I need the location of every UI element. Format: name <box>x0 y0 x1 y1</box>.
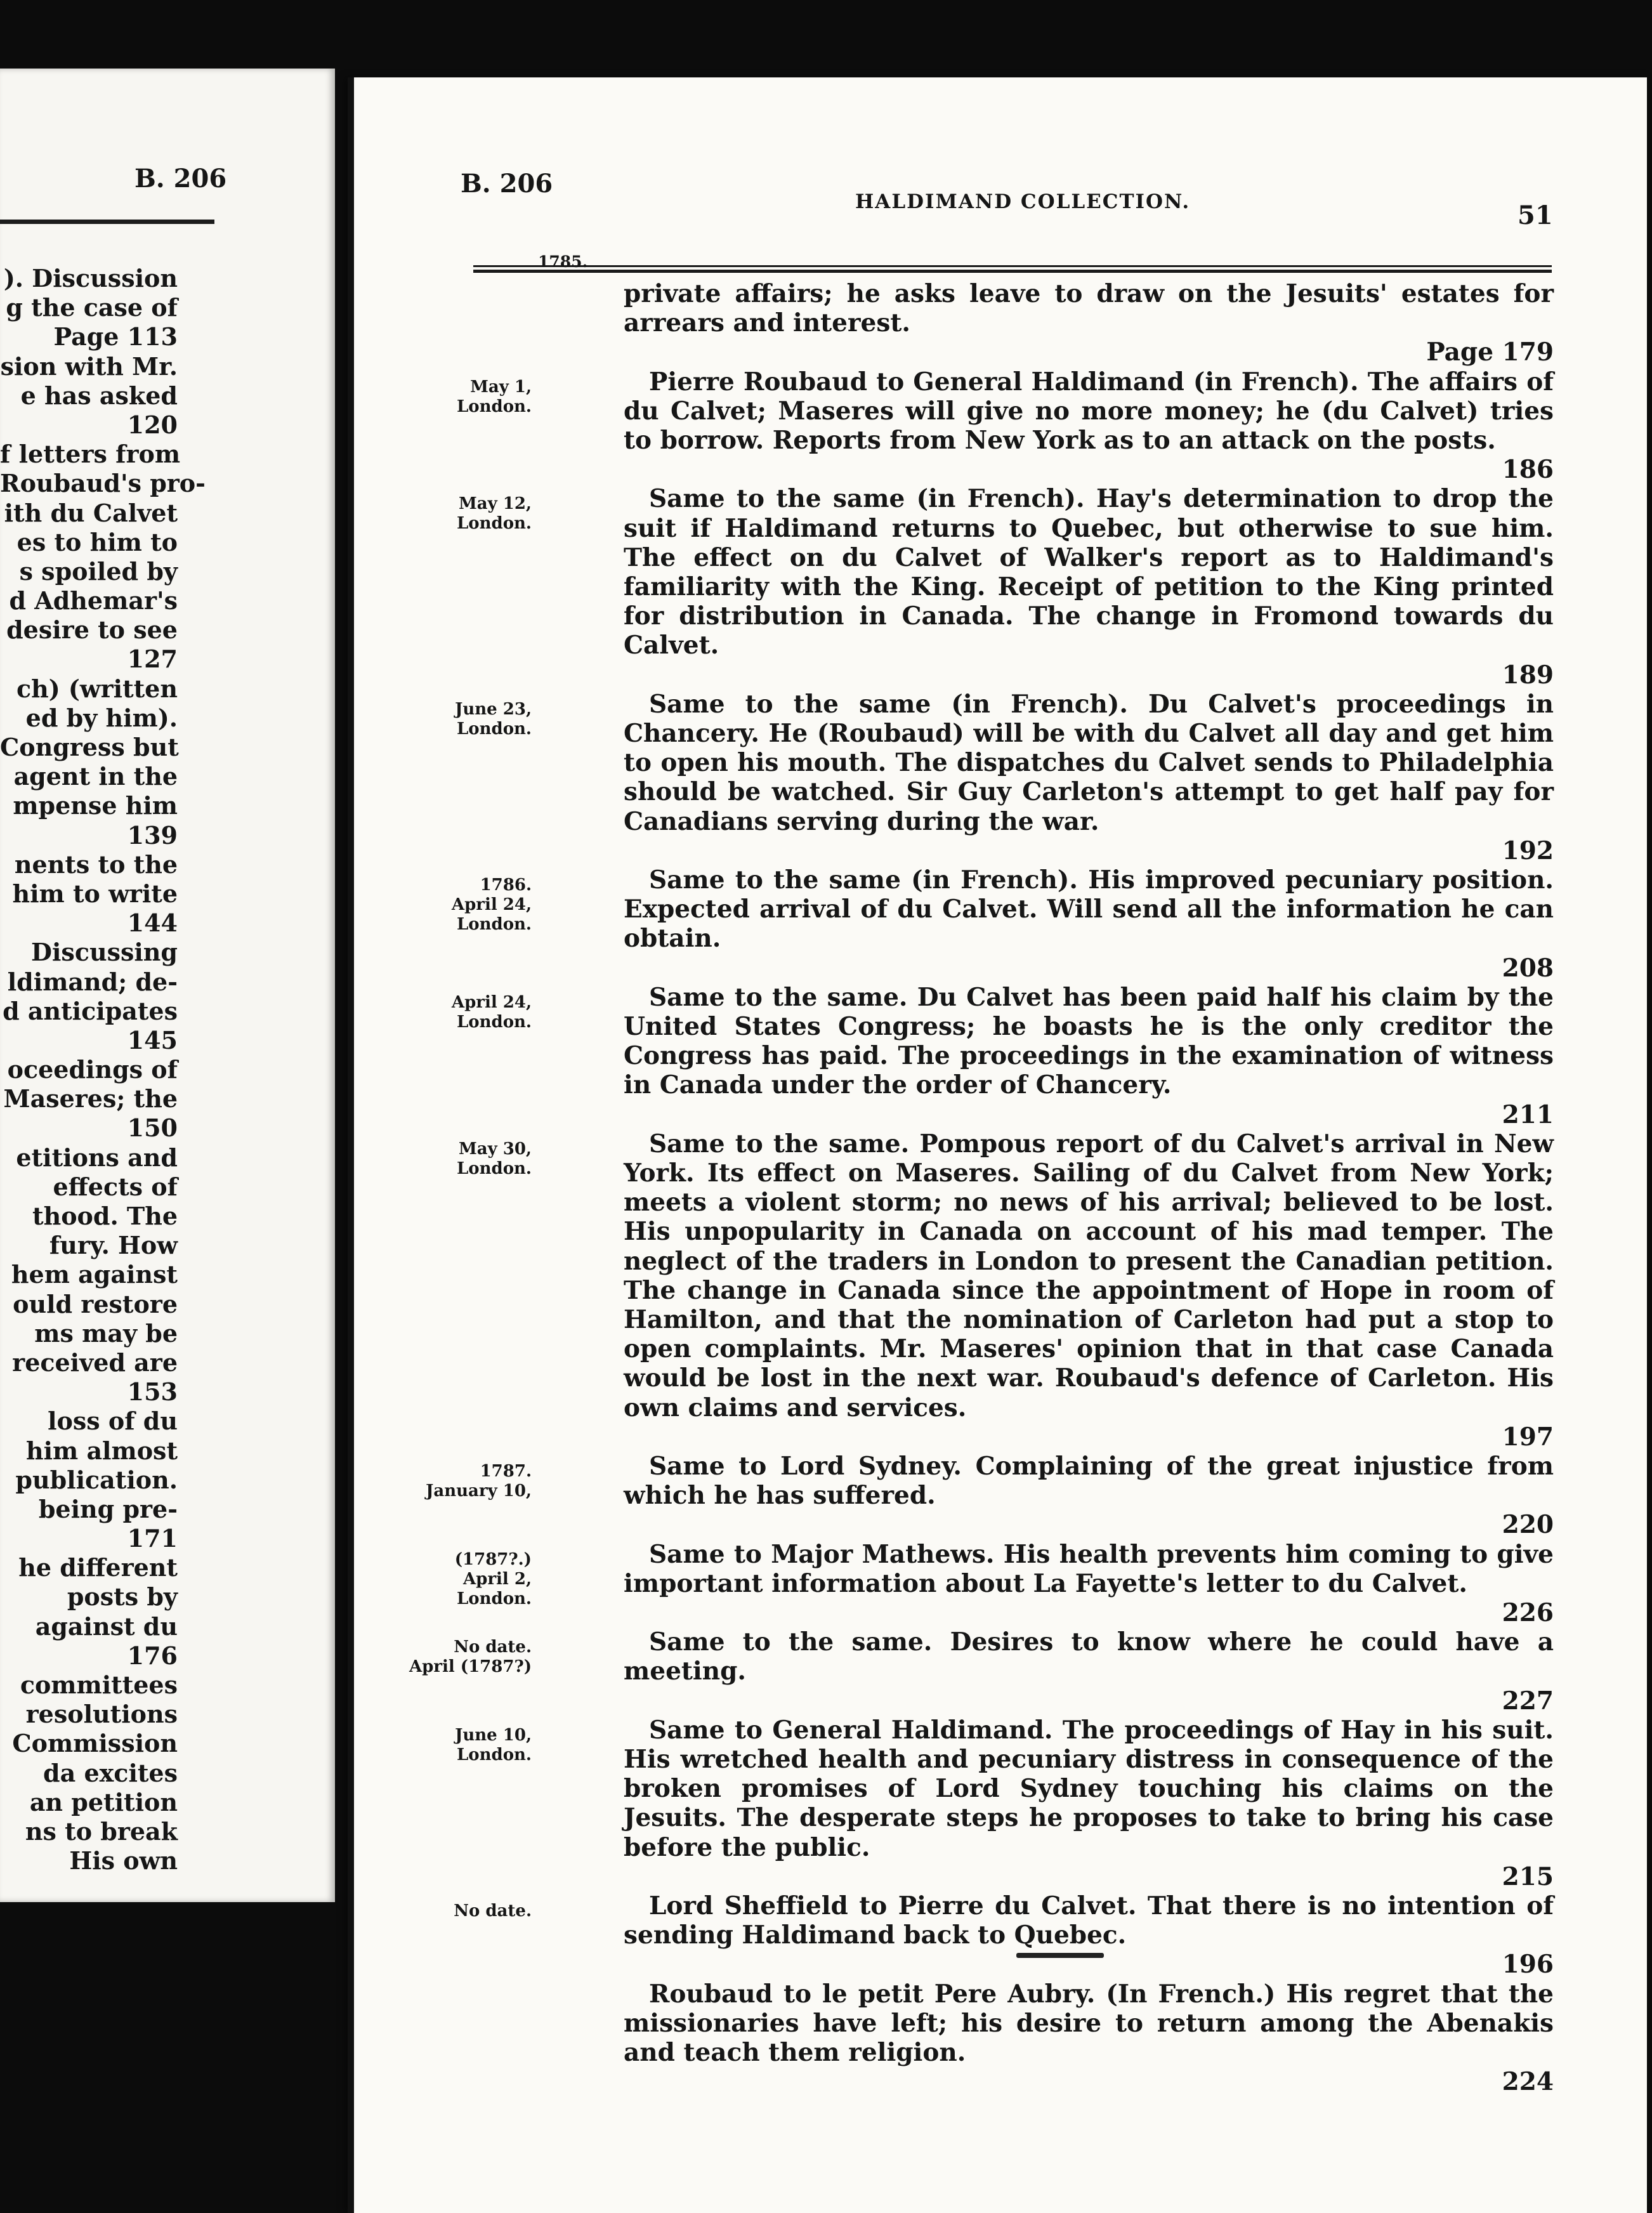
entry-summary: Same to Major Mathews. His health prevents him coming to give important information about La Fayette's letter to du Calvet. <box>624 1539 1554 1598</box>
calendar-entry <box>624 1980 1554 2097</box>
previous-page-line: ldimand; de- <box>7 967 178 996</box>
page-reference: 189 <box>1502 660 1554 690</box>
date-place-line: London. <box>456 1745 532 1764</box>
date-place-note <box>370 1550 532 1609</box>
entry-summary: Same to the same (in French). Hay's determination to drop the suit if Haldimand returns to Quebec, but otherwise to sue him. The effect on du Calvet of Walker's report as to Haldimand's familiarity with the King. Receipt of petition to the King printed for distribution in Canada. The change in Fromond towards du Calvet. <box>624 484 1554 660</box>
volume-reference: B. 206 <box>461 169 553 199</box>
entry-summary: Same to the same. Pompous report of du Calvet's arrival in New York. Its effect on Maseres. Sailing of du Calvet from New York; meets a violent storm; no news of his arrival; believed to be lost. His unpopularity in Canada on account of his mad temper. The neglect of the traders in London to present the Canadian petition. The change in Canada since the appointment of Hope in room of Hamilton, and that the nomination of Carleton had put a stop to open complaints. Mr. Maseres' opinion that in that case Canada would be lost in the next war. Roubaud's defence of Carleton. His own claims and services. <box>624 1129 1554 1422</box>
page <box>348 77 1647 2213</box>
previous-page-line: 153 <box>127 1377 178 1407</box>
date-place-note <box>370 1462 532 1501</box>
date-place-line: 1787. <box>480 1462 532 1481</box>
previous-page-line: oceedings of <box>7 1055 178 1084</box>
previous-page-header: B. 206 <box>134 164 227 194</box>
date-place-line: (1787?.) <box>454 1549 532 1569</box>
date-place-note <box>370 1139 532 1179</box>
page-reference: 220 <box>1502 1510 1554 1540</box>
year-label: 1785. <box>538 253 588 271</box>
date-place-line: April 2, <box>463 1569 532 1589</box>
date-place-line: London. <box>456 1589 532 1608</box>
previous-page-line: Discussing <box>31 938 178 967</box>
previous-page-line: etitions and <box>16 1143 178 1172</box>
previous-page-line: publication. <box>15 1465 178 1494</box>
previous-page-line: thood. The <box>32 1202 178 1230</box>
previous-page-line: ). Discussion <box>3 264 178 292</box>
date-place-line: 1786. <box>480 876 532 895</box>
previous-page-line: 150 <box>127 1113 178 1143</box>
date-place-note <box>370 1901 532 1921</box>
previous-page-line: Page 113 <box>53 322 178 351</box>
date-place-line: May 30, <box>458 1139 532 1159</box>
date-place-line: No date. <box>454 1638 532 1657</box>
previous-page-line: s spoiled by <box>19 556 178 586</box>
previous-page-line: 127 <box>127 645 178 674</box>
previous-page-line: him to write <box>12 879 178 908</box>
entry-summary: private affairs; he asks leave to draw on the Jesuits' estates for arrears and interest. <box>624 279 1554 338</box>
previous-page-line: him almost <box>25 1436 178 1465</box>
previous-page-line: agent in the <box>13 762 178 791</box>
date-place-note <box>370 700 532 739</box>
page-reference: Page 179 <box>1426 338 1554 367</box>
previous-page-line: an petition <box>29 1787 178 1816</box>
previous-page-line: desire to see <box>6 615 178 645</box>
previous-page-line: Maseres; the <box>3 1084 178 1113</box>
previous-page-line: posts by <box>67 1582 178 1612</box>
calendar-entry <box>456 484 1554 690</box>
date-place-line: London. <box>456 514 532 534</box>
previous-page-line: Roubaud's pro- <box>0 469 206 498</box>
calendar-entry <box>455 1715 1554 1891</box>
date-place-note <box>370 378 532 417</box>
calendar-entry <box>426 1452 1554 1540</box>
calendar-entry <box>454 1891 1554 1980</box>
page-reference: 224 <box>1502 2067 1554 2097</box>
previous-page-line: Congress but <box>0 733 179 761</box>
previous-page-line: 144 <box>127 909 178 938</box>
page-reference: 227 <box>1502 1686 1554 1716</box>
previous-page <box>0 69 335 1902</box>
previous-page-line: sion with Mr. <box>0 351 178 381</box>
previous-page-line: da excites <box>43 1758 178 1787</box>
entry-summary: Same to the same (in French). Du Calvet's proceedings in Chancery. He (Roubaud) will be with du Calvet all day and get him to open his mouth. The dispatches du Calvet sends to Philadelphia should be watched. Sir Guy Carleton's attempt to get half pay for Canadians serving during the war. <box>624 689 1554 836</box>
previous-page-line: His own <box>69 1846 178 1875</box>
date-place-note <box>370 876 532 935</box>
previous-page-line: es to him to <box>16 527 178 556</box>
page-number: 51 <box>1518 200 1553 230</box>
previous-page-line: 145 <box>127 1025 178 1054</box>
date-place-line: April 24, <box>451 895 532 914</box>
previous-page-line: being pre- <box>38 1494 178 1523</box>
date-place-line: London. <box>456 1012 532 1032</box>
date-place-line: June 23, <box>455 699 532 719</box>
previous-page-line: nents to the <box>14 850 178 879</box>
previous-page-line: mpense him <box>13 791 178 820</box>
date-place-note <box>370 993 532 1032</box>
previous-page-line: ms may be <box>34 1318 178 1348</box>
calendar-entry <box>456 367 1554 485</box>
previous-page-line: Commission <box>12 1729 178 1758</box>
previous-page-line: ns to break <box>25 1816 178 1846</box>
calendar-entry <box>409 1627 1554 1716</box>
entry-summary: Same to General Haldimand. The proceedings of Hay in his suit. His wretched health and pecuniary distress in consequence of the broken promises of Lord Sydney touching his claims on the Jesuits. The desperate steps he proposes to take to bring his case before the public. <box>624 1715 1554 1862</box>
date-place-note <box>370 1726 532 1765</box>
entry-summary: Same to the same. Du Calvet has been paid half his claim by the United States Congress; he boasts he is the only creditor the Congress has paid. The proceedings in the examination of witness in Canada under the order of Chancery. <box>624 982 1554 1100</box>
date-place-note <box>370 494 532 534</box>
previous-page-rule <box>0 220 214 224</box>
page-reference: 208 <box>1502 953 1554 983</box>
date-place-line: June 10, <box>455 1725 532 1745</box>
date-place-line: London. <box>456 719 532 739</box>
previous-page-line: loss of du <box>48 1407 178 1436</box>
date-place-line: May 12, <box>458 494 532 514</box>
previous-page-line: he different <box>18 1553 178 1582</box>
page-reference: 186 <box>1502 455 1554 485</box>
previous-page-line: 120 <box>127 410 178 439</box>
previous-page-line: ould restore <box>13 1289 178 1318</box>
page-reference: 192 <box>1502 836 1554 865</box>
page-reference: 226 <box>1502 1598 1554 1628</box>
calendar-entry <box>451 982 1554 1129</box>
page-reference: 211 <box>1502 1100 1554 1129</box>
previous-page-line: 171 <box>127 1524 178 1553</box>
date-place-line: April (1787?) <box>409 1657 532 1677</box>
page-reference: 197 <box>1502 1422 1554 1452</box>
previous-page-line: ed by him). <box>25 703 178 732</box>
previous-page-line: f letters from <box>0 440 181 469</box>
date-place-line: May 1, <box>470 377 532 397</box>
previous-page-text <box>0 264 206 1875</box>
previous-page-line: d anticipates <box>3 996 178 1025</box>
date-place-line: No date. <box>454 1901 532 1921</box>
entry-summary: Pierre Roubaud to General Haldimand (in French). The affairs of du Calvet; Maseres will give no more money; he (du Calvet) tries to borrow. Reports from New York as to an attack on the posts. <box>624 367 1554 455</box>
previous-page-line: fury. How <box>49 1231 178 1260</box>
date-place-line: London. <box>456 1159 532 1178</box>
header-rule <box>473 265 1552 273</box>
previous-page-line: ch) (written <box>16 674 178 703</box>
date-place-line: London. <box>456 915 532 934</box>
previous-page-line: hem against <box>11 1260 178 1289</box>
entry-summary: Same to the same (in French). His improved pecuniary position. Expected arrival of du Calvet. Will send all the information he can obtain. <box>624 865 1554 954</box>
previous-page-line: 176 <box>127 1641 178 1670</box>
page-reference: 215 <box>1502 1862 1554 1891</box>
entry-summary: Lord Sheffield to Pierre du Calvet. That there is no intention of sending Haldimand back to Quebec. <box>624 1891 1554 1950</box>
end-rule <box>1016 1953 1104 1958</box>
previous-page-line: received are <box>12 1348 178 1377</box>
previous-page-line: resolutions <box>25 1700 178 1729</box>
date-place-line: London. <box>456 397 532 416</box>
date-place-note <box>370 1638 532 1677</box>
previous-page-line: g the case of <box>6 293 178 322</box>
previous-page-line: against du <box>35 1612 178 1641</box>
entry-summary: Same to the same. Desires to know where he could have a meeting. <box>624 1627 1554 1686</box>
calendar-entry <box>454 1539 1554 1628</box>
date-place-line: January 10, <box>426 1481 532 1501</box>
calendar-entry <box>455 689 1554 865</box>
calendar-entry <box>456 1129 1554 1452</box>
entry-summary: Roubaud to le petit Pere Aubry. (In French.) His regret that the missionaries have left; his desire to return among the Abenakis and teach them religion. <box>624 1979 1554 2067</box>
previous-page-line: d Adhemar's <box>9 586 178 615</box>
previous-page-line: 139 <box>127 820 178 850</box>
previous-page-line: committees <box>20 1671 178 1699</box>
running-title: HALDIMAND COLLECTION. <box>855 190 1191 213</box>
previous-page-line: ith du Calvet <box>4 498 178 527</box>
date-place-line: April 24, <box>451 992 532 1012</box>
previous-page-line: effects of <box>53 1172 178 1201</box>
calendar-entry <box>624 279 1554 367</box>
previous-page-line: e has asked <box>20 381 178 410</box>
page-reference: 196 <box>1502 1950 1554 1980</box>
entry-summary: Same to Lord Sydney. Complaining of the great injustice from which he has suffered. <box>624 1452 1554 1511</box>
calendar-entry <box>451 865 1554 983</box>
calendar-entries <box>409 279 1554 2097</box>
